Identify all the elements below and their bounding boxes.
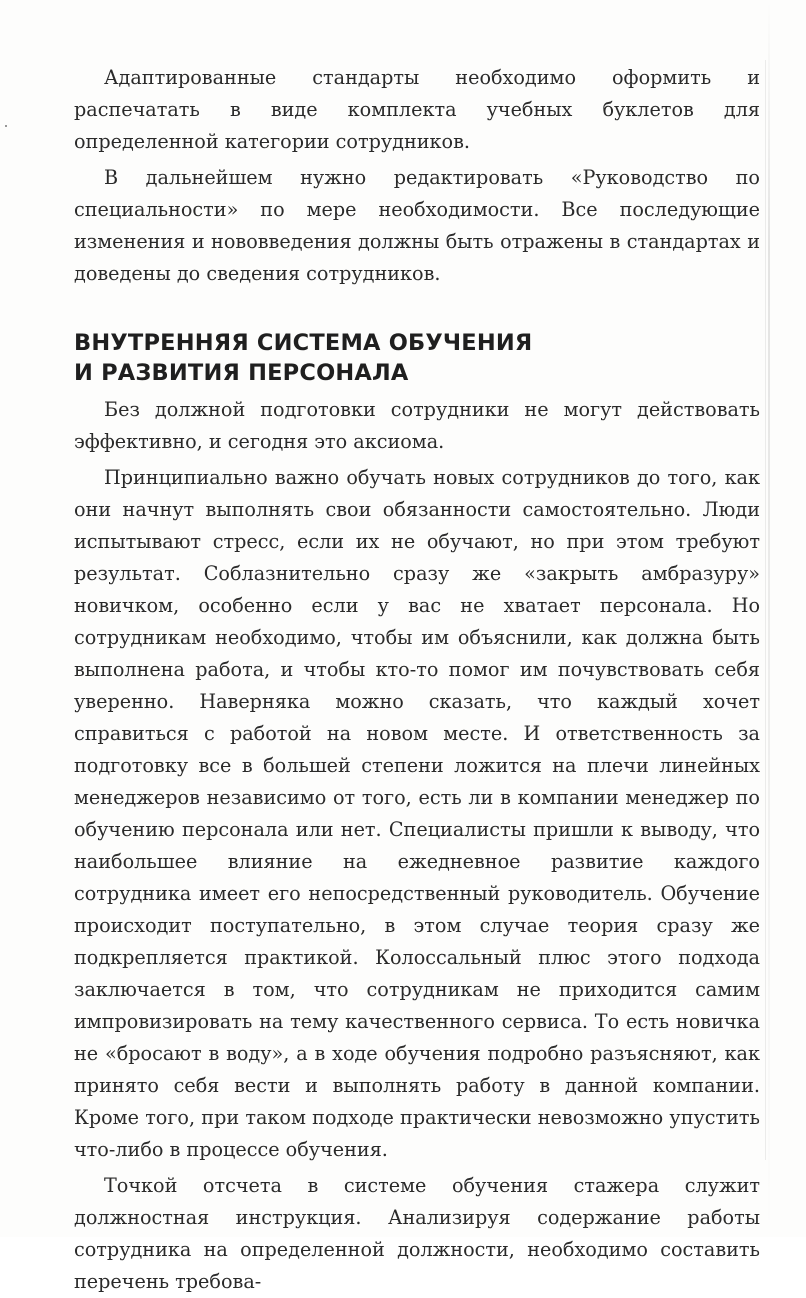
paragraph-training-new-staff: Принципиально важно обучать новых сотрудников до того, как они начнут выполнять свои обязанности самостоятельно. Люди испытывают стресс, если их не обучают, но при этом требуют результат. Соблазнительно сразу же «закрыть амбразуру» новичком, особенно если у вас не хватает персонала. Но сотрудникам необходимо, чтобы им объяснили, как должна быть выполнена работа, и чтобы кто-то помог им почувствовать себя уверенно. Наверняка можно сказать, что каждый хочет справиться с работой на новом месте. И ответственность за подготовку все в большей степени ложится на плечи линейных менеджеров независимо от того, есть ли в компании менеджер по обучению персонала или нет. Специалисты пришли к выводу, что наибольшее влияние на ежедневное развитие каждого сотрудника имеет его непосредственный руководитель. Обучение происходит поступательно, в этом случае теория сразу же подкрепляется практикой. Колоссальный плюс этого подхода заключается в том, что сотрудникам не приходится самим импровизировать на тему качественного сервиса. То есть новичка не «бросают в воду», а в ходе обучения подробно разъясняют, как принято себя вести и выполнять работу в данной компании. Кроме того, при таком подходе практически невозможно упустить что-либо в процессе обучения. [74, 466, 760, 1161]
page-binding-line [765, 60, 766, 1160]
section-heading [74, 328, 760, 388]
page-binding-shadow [768, 0, 770, 1237]
paragraph-training-axiom: Без должной подготовки сотрудники не могут действовать эффективно, и сегодня это аксиома. [74, 398, 760, 453]
section-heading-line-1: ВНУТРЕННЯЯ СИСТЕМА ОБУЧЕНИЯ [74, 330, 533, 356]
paragraph-standards-booklets: Адаптированные стандарты необходимо оформить и распечатать в виде комплекта учебных буклетов для определенной категории сотрудников. [74, 66, 760, 153]
paragraph-job-description: Точкой отсчета в системе обучения стажера служит должностная инструкция. Анализируя содержание работы сотрудника на определенной должности, необходимо составить перечень требова- [74, 1174, 760, 1293]
scan-speck [5, 125, 7, 127]
section-heading-line-2: И РАЗВИТИЯ ПЕРСОНАЛА [74, 360, 409, 386]
paragraph-manual-editing: В дальнейшем нужно редактировать «Руководство по специальности» по мере необходимости. Все последующие изменения и нововведения должны быть отражены в стандартах и доведены до сведения сотрудников. [74, 166, 760, 285]
page-text-block [74, 62, 760, 1298]
